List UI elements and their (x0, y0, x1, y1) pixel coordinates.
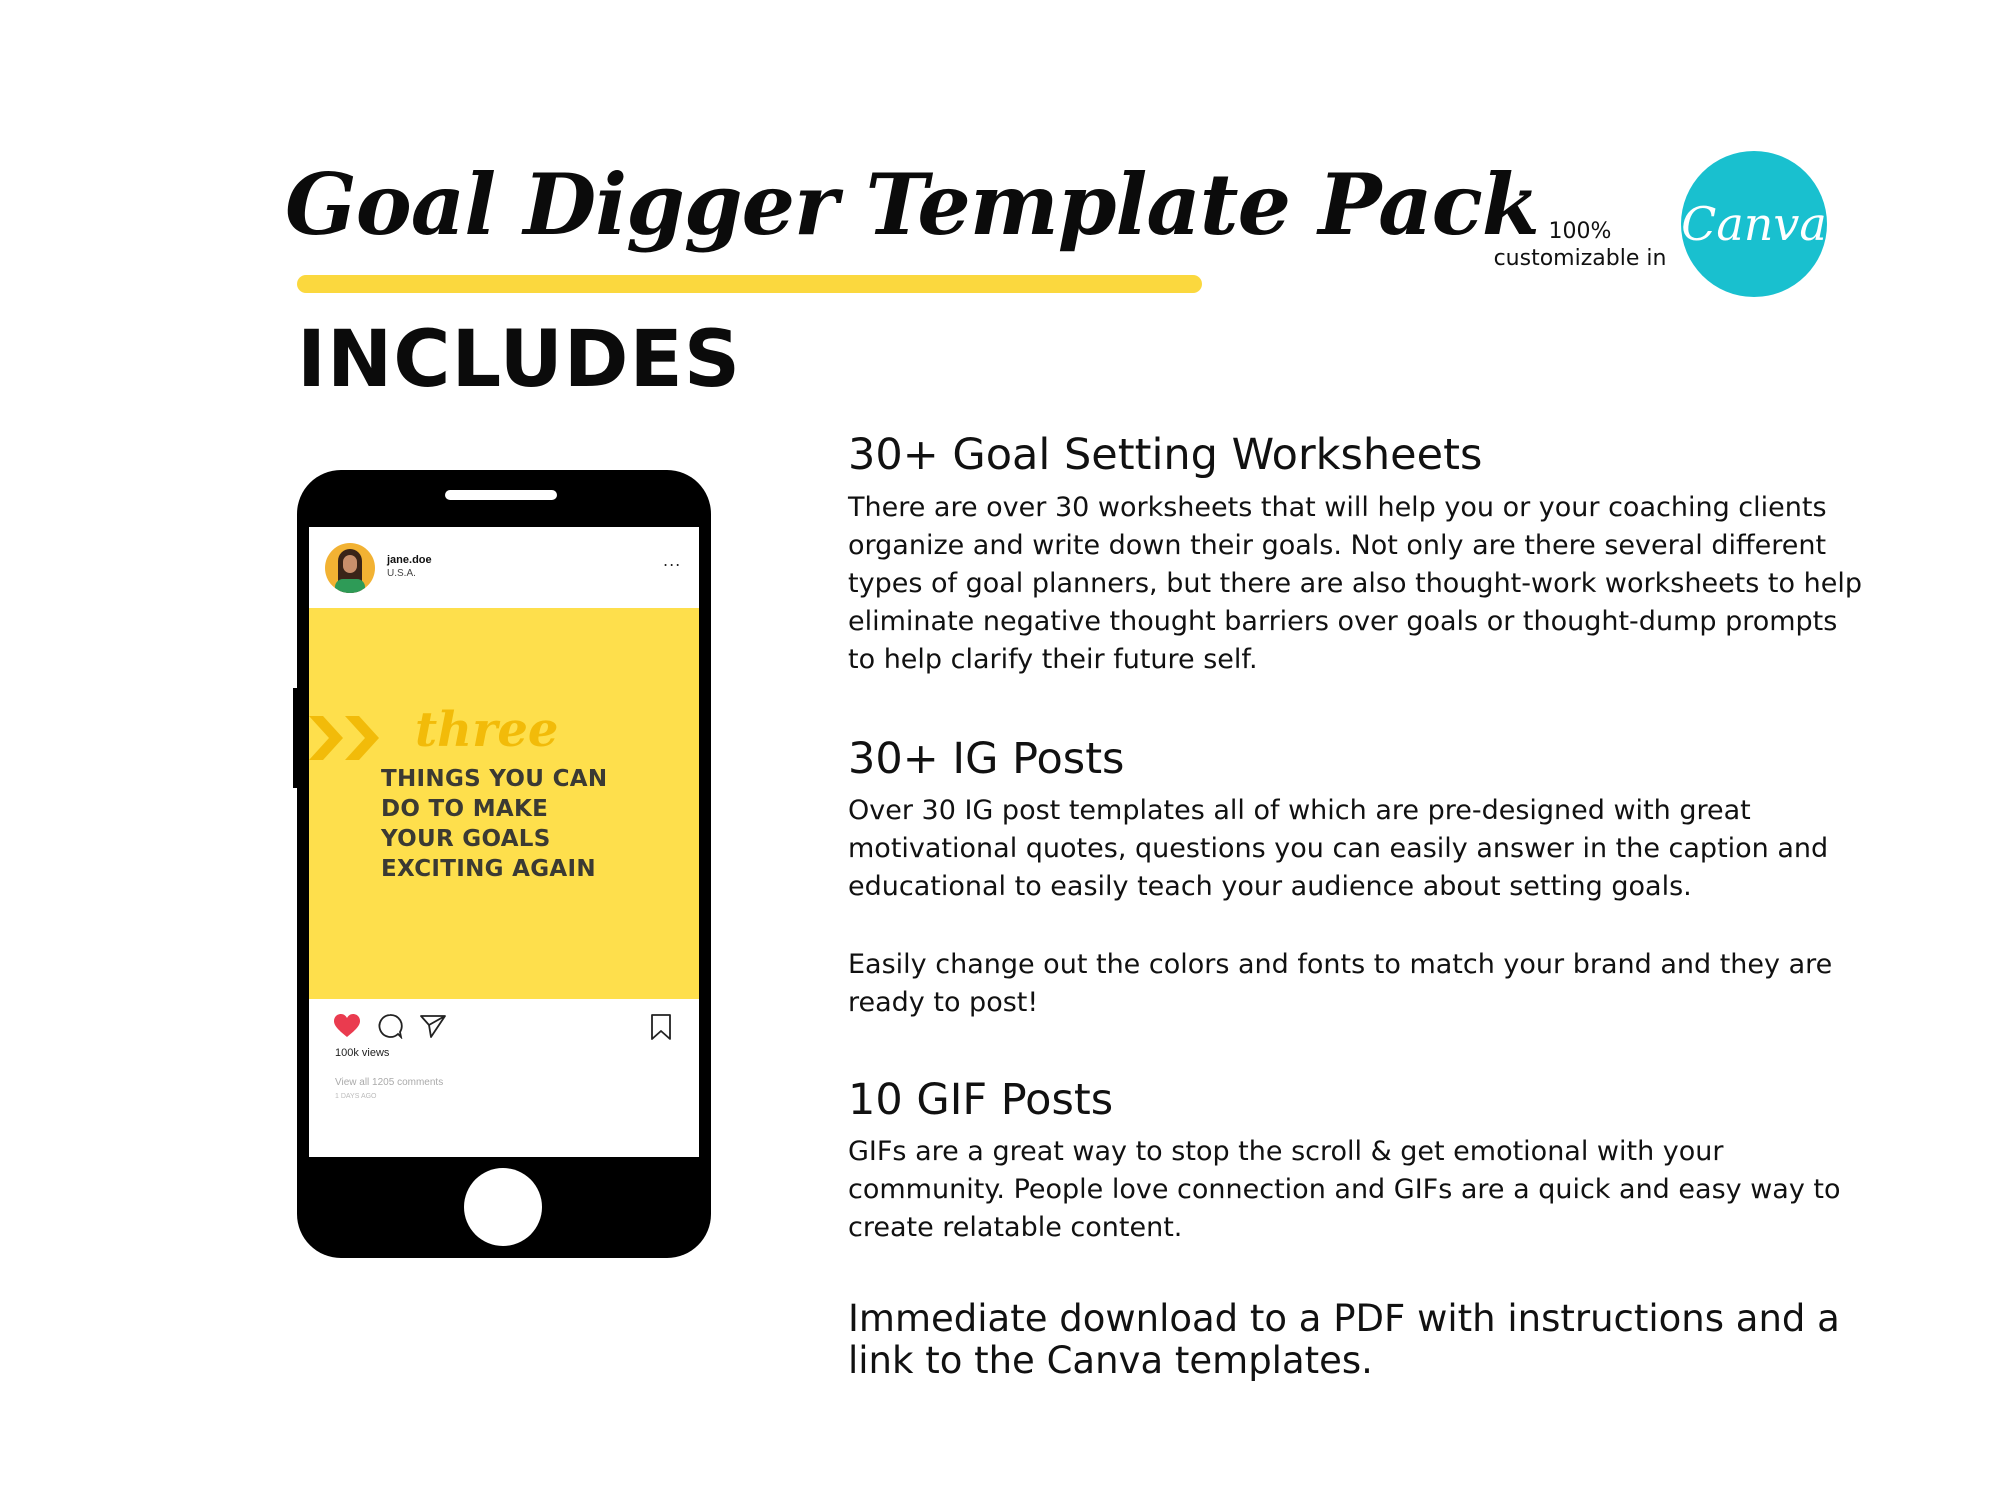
post-location: U.S.A. (387, 568, 416, 579)
gif-posts-description: GIFs are a great way to stop the scroll & get emotional with your community. People love connection and GIFs are a quick and easy way to create relatable content. (848, 1136, 1841, 1243)
more-options-icon: ... (663, 551, 682, 570)
gif-posts-heading: 10 GIF Posts (848, 1075, 1114, 1125)
canva-caption-line2: customizable in (1493, 246, 1667, 271)
ig-posts-description: Over 30 IG post templates all of which are pre-designed with great motivational quotes, questions you can easily answer in the caption and educational to easily teach your audience about setting goals. (848, 795, 1829, 902)
chevron-arrow-icon (309, 716, 343, 760)
avatar-shirt (335, 579, 365, 593)
phone-speaker (445, 490, 557, 500)
post-text (381, 764, 607, 884)
post-views: 100k views (335, 1047, 390, 1059)
post-text-line: THINGS YOU CAN (381, 766, 608, 792)
comment-icon (377, 1013, 403, 1039)
post-username: jane.doe (387, 554, 432, 566)
heart-icon (333, 1013, 361, 1039)
avatar (325, 543, 375, 593)
worksheets-heading: 30+ Goal Setting Worksheets (848, 430, 1483, 480)
worksheets-description: There are over 30 worksheets that will help you or your coaching clients organize and write down their goals. Not only are there several different types of goal planners, but there are also thought-work worksheets to help eliminate negative thought barriers over goals or thought-dump prompts to help clarify their future self. (848, 492, 1862, 675)
canva-caption-line1: 100% (1548, 219, 1612, 244)
page-title: Goal Digger Template Pack (285, 155, 1539, 254)
post-text-line: DO TO MAKE (381, 796, 549, 822)
phone-mockup (297, 470, 711, 1258)
phone-screen (309, 527, 699, 1157)
download-note: Immediate download to a PDF with instructions and a link to the Canva templates. (848, 1297, 1840, 1382)
ig-posts-note: Easily change out the colors and fonts to match your brand and they are ready to post! (848, 949, 1833, 1018)
post-timestamp: 1 DAYS AGO (335, 1093, 377, 1100)
phone-side-notch (293, 688, 297, 788)
post-text-line: YOUR GOALS (381, 826, 551, 852)
bookmark-icon (650, 1013, 672, 1041)
post-text-line: EXCITING AGAIN (381, 856, 596, 882)
ig-posts-heading: 30+ IG Posts (848, 734, 1125, 784)
title-underline (297, 275, 1202, 293)
chevron-arrow-icon (345, 716, 379, 760)
canva-logo-text: Canva (1681, 197, 1827, 251)
phone-home-button (464, 1168, 542, 1246)
view-comments-link: View all 1205 comments (335, 1077, 444, 1088)
canva-caption (1460, 218, 1700, 272)
post-script-word: three (415, 702, 559, 758)
avatar-face (343, 555, 357, 573)
post-image (309, 608, 699, 999)
share-icon (419, 1013, 447, 1039)
canva-logo (1681, 151, 1827, 297)
includes-heading: INCLUDES (297, 315, 742, 405)
